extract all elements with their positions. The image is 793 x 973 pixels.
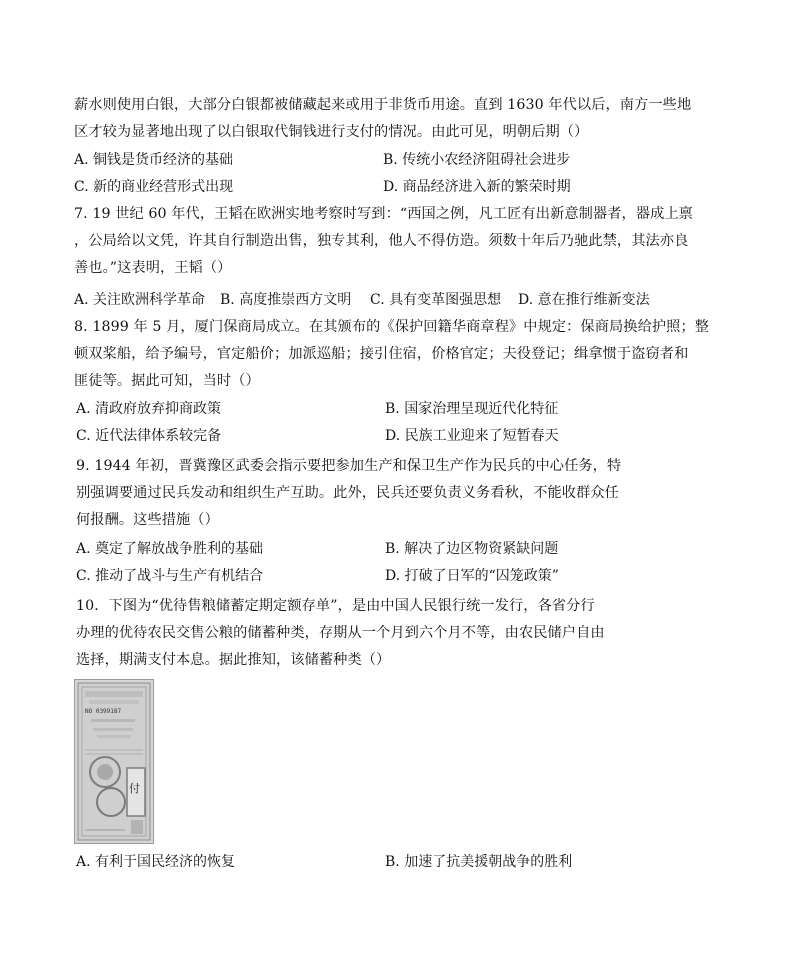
q10-stem-line-2: 办理的优待农民交售公粮的储蓄种类，存期从一个月到六个月不等，由农民储户自由 (76, 625, 605, 641)
q6-stem-line-2: 区才较为显著地出现了以白银取代铜钱进行支付的情况。由此可见，明朝后期（） (74, 124, 589, 140)
q9-option-a[interactable]: A. 奠定了解放战争胜利的基础 (76, 541, 264, 557)
q6-stem-line-1: 薪水则使用白银，大部分白银都被储藏起来或用于非货币用途。直到 1630 年代以后，南方一些地 (74, 97, 692, 113)
voucher-stamp-char: 付 (129, 782, 140, 795)
q8-stem-line-2: 顿双桨船，给予编号，官定船价；加派巡船；接引住宿，价格官定；夫役登记；缉拿惯于盗窃者和 (74, 346, 689, 362)
q9-option-c[interactable]: C. 推动了战斗与生产有机结合 (76, 568, 264, 584)
q6-option-a[interactable]: A. 铜钱是货币经济的基础 (74, 152, 234, 168)
voucher-serial-number: NO 0399187 (85, 708, 122, 715)
q9-option-d[interactable]: D. 打破了日军的“囚笼政策” (385, 568, 559, 584)
q7-option-c[interactable]: C. 具有变革图强思想 (370, 292, 502, 308)
q8-stem-line-1: 8. 1899 年 5 月，厦门保商局成立。在其颁布的《保护回籍华商章程》中规定：保商局换给护照；整 (74, 319, 710, 335)
q7-option-a[interactable]: A. 关注欧洲科学革命 (74, 292, 206, 308)
q7-stem-line-3: 善也。”这表明，王韬（） (74, 260, 232, 276)
q9-stem-line-3: 何报酬。这些措施（） (76, 512, 219, 528)
q10-stem-line-1: 10．下图为“优待售粮储蓄定期定额存单”，是由中国人民银行统一发行，各省分行 (76, 598, 595, 614)
q8-option-d[interactable]: D. 民族工业迎来了短暂春天 (385, 428, 559, 444)
q9-stem-line-1: 9. 1944 年初，晋冀豫区武委会指示要把参加生产和保卫生产作为民兵的中心任务，特 (76, 458, 622, 474)
q6-option-b[interactable]: B. 传统小农经济阻碍社会进步 (383, 152, 571, 168)
q7-stem-line-1: 7. 19 世纪 60 年代，王韬在欧洲实地考察时写到：“西国之例，凡工匠有出新意制器者，器成上禀 (74, 206, 693, 222)
q8-stem-line-3: 匪徒等。据此可知，当时（） (74, 373, 260, 389)
q7-option-b[interactable]: B. 高度推崇西方文明 (220, 292, 352, 308)
q7-option-d[interactable]: D. 意在推行维新变法 (518, 292, 650, 308)
savings-voucher-image (74, 679, 154, 844)
q9-option-b[interactable]: B. 解决了边区物资紧缺问题 (385, 541, 559, 557)
q8-option-b[interactable]: B. 国家治理呈现近代化特征 (385, 401, 559, 417)
q8-option-c[interactable]: C. 近代法律体系较完备 (76, 428, 222, 444)
q9-stem-line-2: 别强调要通过民兵发动和组织生产互助。此外，民兵还要负责义务看秋，不能收群众任 (76, 485, 619, 501)
q10-option-a[interactable]: A. 有利于国民经济的恢复 (76, 854, 236, 870)
q10-stem-line-3: 选择，期满支付本息。据此推知，该储蓄种类（） (76, 652, 391, 668)
q6-option-c[interactable]: C. 新的商业经营形式出现 (74, 179, 234, 195)
q10-option-b[interactable]: B. 加速了抗美援朝战争的胜利 (385, 854, 573, 870)
q8-option-a[interactable]: A. 清政府放弃抑商政策 (76, 401, 222, 417)
q6-option-d[interactable]: D. 商品经济进入新的繁荣时期 (383, 179, 571, 195)
savings-voucher-illustration (75, 680, 153, 843)
q7-stem-line-2: ，公局给以文凭，许其自行制造出售，独专其利，他人不得仿造。须数十年后乃驰此禁，其法亦良 (74, 233, 689, 249)
